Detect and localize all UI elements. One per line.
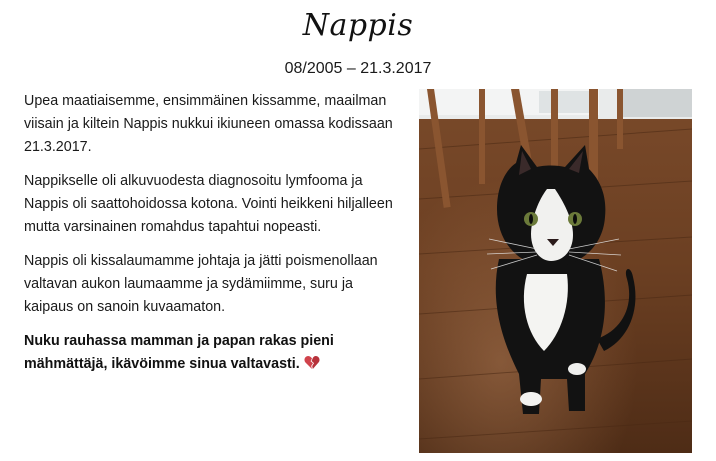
paragraph-3: Nappis oli kissalaumamme johtaja ja jätti poismenollaan valtavan aukon laumaamme ja sydämiimme, suru ja kaipaus on sanoin kuvaamaton. <box>24 253 378 315</box>
page-title: Nappis <box>302 8 414 43</box>
memorial-text <box>24 90 399 389</box>
paragraph-2: Nappikselle oli alkuvuodesta diagnosoitu lymfooma ja Nappis oli saattohoidossa kotona. Vointi heikkeni hiljalleen mutta varsinainen romahdus tapahtui nopeasti. <box>24 173 393 235</box>
closing-text: Nuku rauhassa mamman ja papan rakas pieni mähmättäjä, ikävöimme sinua valtavasti. <box>24 333 334 372</box>
paragraph-1: Upea maatiaisemme, ensimmäinen kissamme, maailman viisain ja kiltein Nappis nukkui ikiuneen omassa kodissaan 21.3.2017. <box>24 93 393 155</box>
cat-photo <box>419 89 692 453</box>
broken-heart-icon <box>304 355 320 378</box>
closing-paragraph <box>24 330 399 378</box>
life-dates: 08/2005 – 21.3.2017 <box>284 60 432 77</box>
